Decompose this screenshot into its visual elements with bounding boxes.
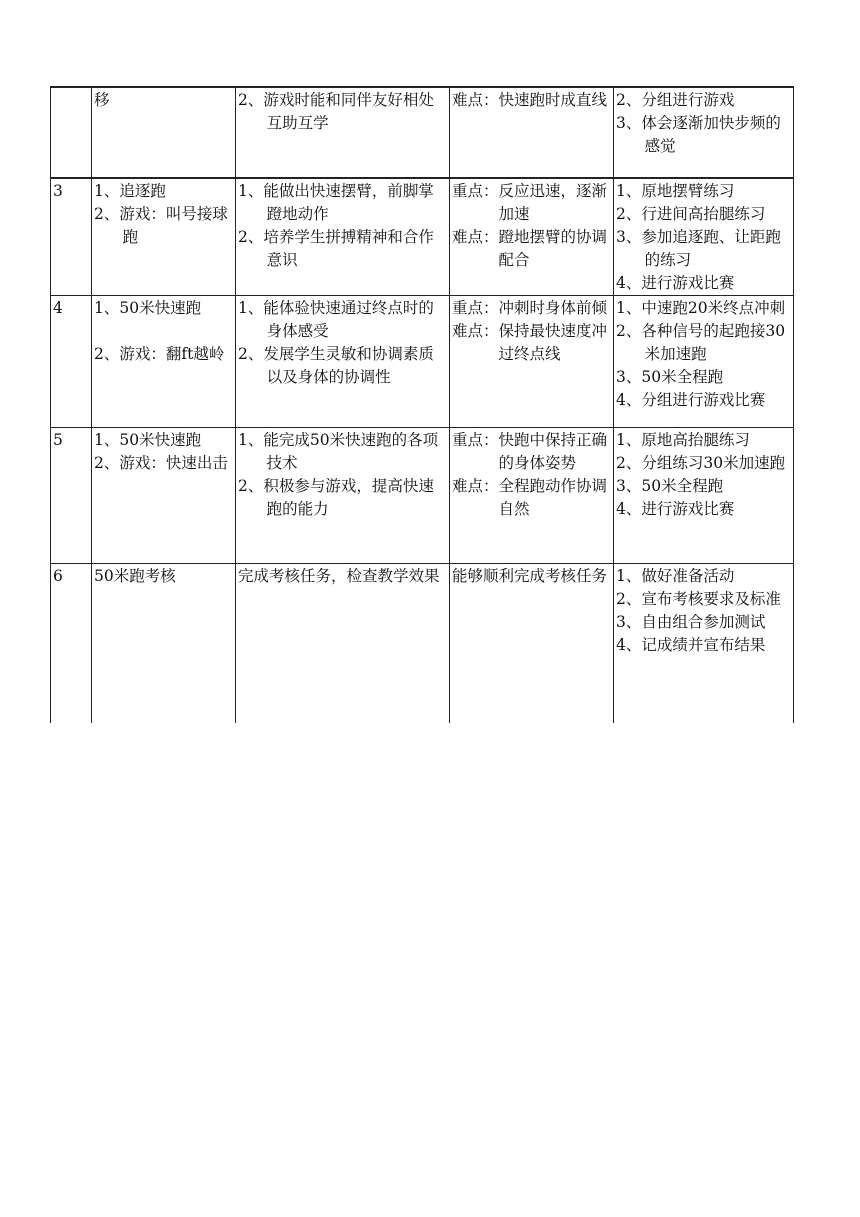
method-item: 4、分组进行游戏比赛 xyxy=(616,391,766,409)
objective-cell xyxy=(236,428,450,564)
objective-item: 2、培养学生拼搏精神和合作意识 xyxy=(238,228,434,269)
focus-label: 难点： xyxy=(452,477,499,495)
focus-text: 蹬地摆臂的协调配合 xyxy=(498,228,608,269)
table-row xyxy=(51,428,794,564)
focus-entry xyxy=(452,320,611,366)
focus-text: 反应迅速，逐渐加速 xyxy=(498,182,608,223)
method-item: 3、体会逐渐加快步频的感觉 xyxy=(616,114,781,155)
method-item: 3、50米全程跑 xyxy=(616,368,724,386)
focus-label: 重点： xyxy=(452,182,499,200)
focus-text: 能够顺利完成考核任务 xyxy=(452,567,608,585)
content-cell xyxy=(92,428,236,564)
method-item: 2、行进间高抬腿练习 xyxy=(616,205,766,223)
focus-text: 保持最快速度冲过终点线 xyxy=(498,322,608,363)
table-row xyxy=(51,87,794,178)
lesson-number: 3 xyxy=(53,182,63,200)
method-cell xyxy=(614,428,794,564)
focus-entry xyxy=(452,297,611,320)
objective-cell xyxy=(236,296,450,428)
method-item: 4、进行游戏比赛 xyxy=(616,274,735,292)
content-item: 1、50米快速跑 xyxy=(94,431,202,449)
lesson-number: 4 xyxy=(53,299,63,317)
method-item: 3、自由组合参加测试 xyxy=(616,613,766,631)
lesson-number-cell xyxy=(51,178,92,296)
method-cell xyxy=(614,296,794,428)
method-item: 2、各种信号的起跑接30米加速跑 xyxy=(616,322,786,363)
focus-label: 难点： xyxy=(452,91,499,109)
focus-cell xyxy=(450,178,614,296)
objective-item: 1、能做出快速摆臂，前脚掌蹬地动作 xyxy=(238,182,434,223)
objective-item: 1、能完成50米快速跑的各项技术 xyxy=(238,431,439,472)
content-item: 50米跑考核 xyxy=(94,567,176,585)
content-cell xyxy=(92,178,236,296)
method-item: 1、原地摆臂练习 xyxy=(616,182,735,200)
content-item xyxy=(94,320,233,343)
objective-item: 2、游戏时能和同伴友好相处互助互学 xyxy=(238,91,434,132)
content-cell xyxy=(92,87,236,178)
objective-cell xyxy=(236,87,450,178)
focus-entry xyxy=(452,89,611,112)
objective-item: 2、积极参与游戏，提高快速跑的能力 xyxy=(238,477,434,518)
focus-entry xyxy=(452,475,611,521)
lesson-number: 6 xyxy=(53,567,63,585)
focus-entry xyxy=(452,180,611,226)
focus-text: 全程跑动作协调自然 xyxy=(498,477,608,518)
focus-text: 冲刺时身体前倾 xyxy=(498,299,608,317)
method-cell xyxy=(614,564,794,724)
method-item: 2、分组进行游戏 xyxy=(616,91,735,109)
content-item: 2、游戏：叫号接球跑 xyxy=(94,205,228,246)
focus-label: 重点： xyxy=(452,299,499,317)
method-item: 1、做好准备活动 xyxy=(616,567,735,585)
table-row xyxy=(51,296,794,428)
focus-entry xyxy=(452,226,611,272)
focus-label: 难点： xyxy=(452,228,499,246)
focus-cell xyxy=(450,296,614,428)
content-item: 1、50米快速跑 xyxy=(94,299,202,317)
focus-entry xyxy=(452,565,611,588)
method-item: 1、原地高抬腿练习 xyxy=(616,431,750,449)
objective-item: 完成考核任务，检查教学效果 xyxy=(238,567,440,585)
objective-cell xyxy=(236,178,450,296)
focus-text: 快跑中保持正确的身体姿势 xyxy=(498,431,608,472)
content-item: 1、追逐跑 xyxy=(94,182,166,200)
lesson-number-cell xyxy=(51,296,92,428)
method-item: 2、分组练习30米加速跑 xyxy=(616,454,786,472)
focus-text: 快速跑时成直线 xyxy=(498,91,608,109)
content-cell xyxy=(92,564,236,724)
objective-cell xyxy=(236,564,450,724)
method-cell xyxy=(614,87,794,178)
lesson-plan-table xyxy=(50,86,794,723)
table-body xyxy=(51,87,794,723)
table-row xyxy=(51,564,794,724)
method-item: 4、记成绩并宣布结果 xyxy=(616,636,766,654)
focus-cell xyxy=(450,564,614,724)
lesson-number-cell xyxy=(51,564,92,724)
content-item: 2、游戏：翻ft越岭 xyxy=(94,345,225,363)
content-item: 移 xyxy=(94,91,110,109)
method-item: 1、中速跑20米终点冲刺 xyxy=(616,299,786,317)
lesson-number-cell xyxy=(51,428,92,564)
focus-entry xyxy=(452,429,611,475)
lesson-number-cell xyxy=(51,87,92,178)
focus-label: 难点： xyxy=(452,322,499,340)
focus-label: 重点： xyxy=(452,431,499,449)
content-item: 2、游戏：快速出击 xyxy=(94,454,228,472)
method-item: 3、参加追逐跑、让距跑的练习 xyxy=(616,228,781,269)
lesson-number: 5 xyxy=(53,431,63,449)
focus-cell xyxy=(450,428,614,564)
content-cell xyxy=(92,296,236,428)
method-cell xyxy=(614,178,794,296)
objective-item: 1、能体验快速通过终点时的身体感受 xyxy=(238,299,434,340)
method-item: 2、宣布考核要求及标准 xyxy=(616,590,781,608)
method-item: 4、进行游戏比赛 xyxy=(616,500,735,518)
method-item: 3、50米全程跑 xyxy=(616,477,724,495)
objective-item: 2、发展学生灵敏和协调素质以及身体的协调性 xyxy=(238,345,434,386)
focus-cell xyxy=(450,87,614,178)
table-row xyxy=(51,178,794,296)
